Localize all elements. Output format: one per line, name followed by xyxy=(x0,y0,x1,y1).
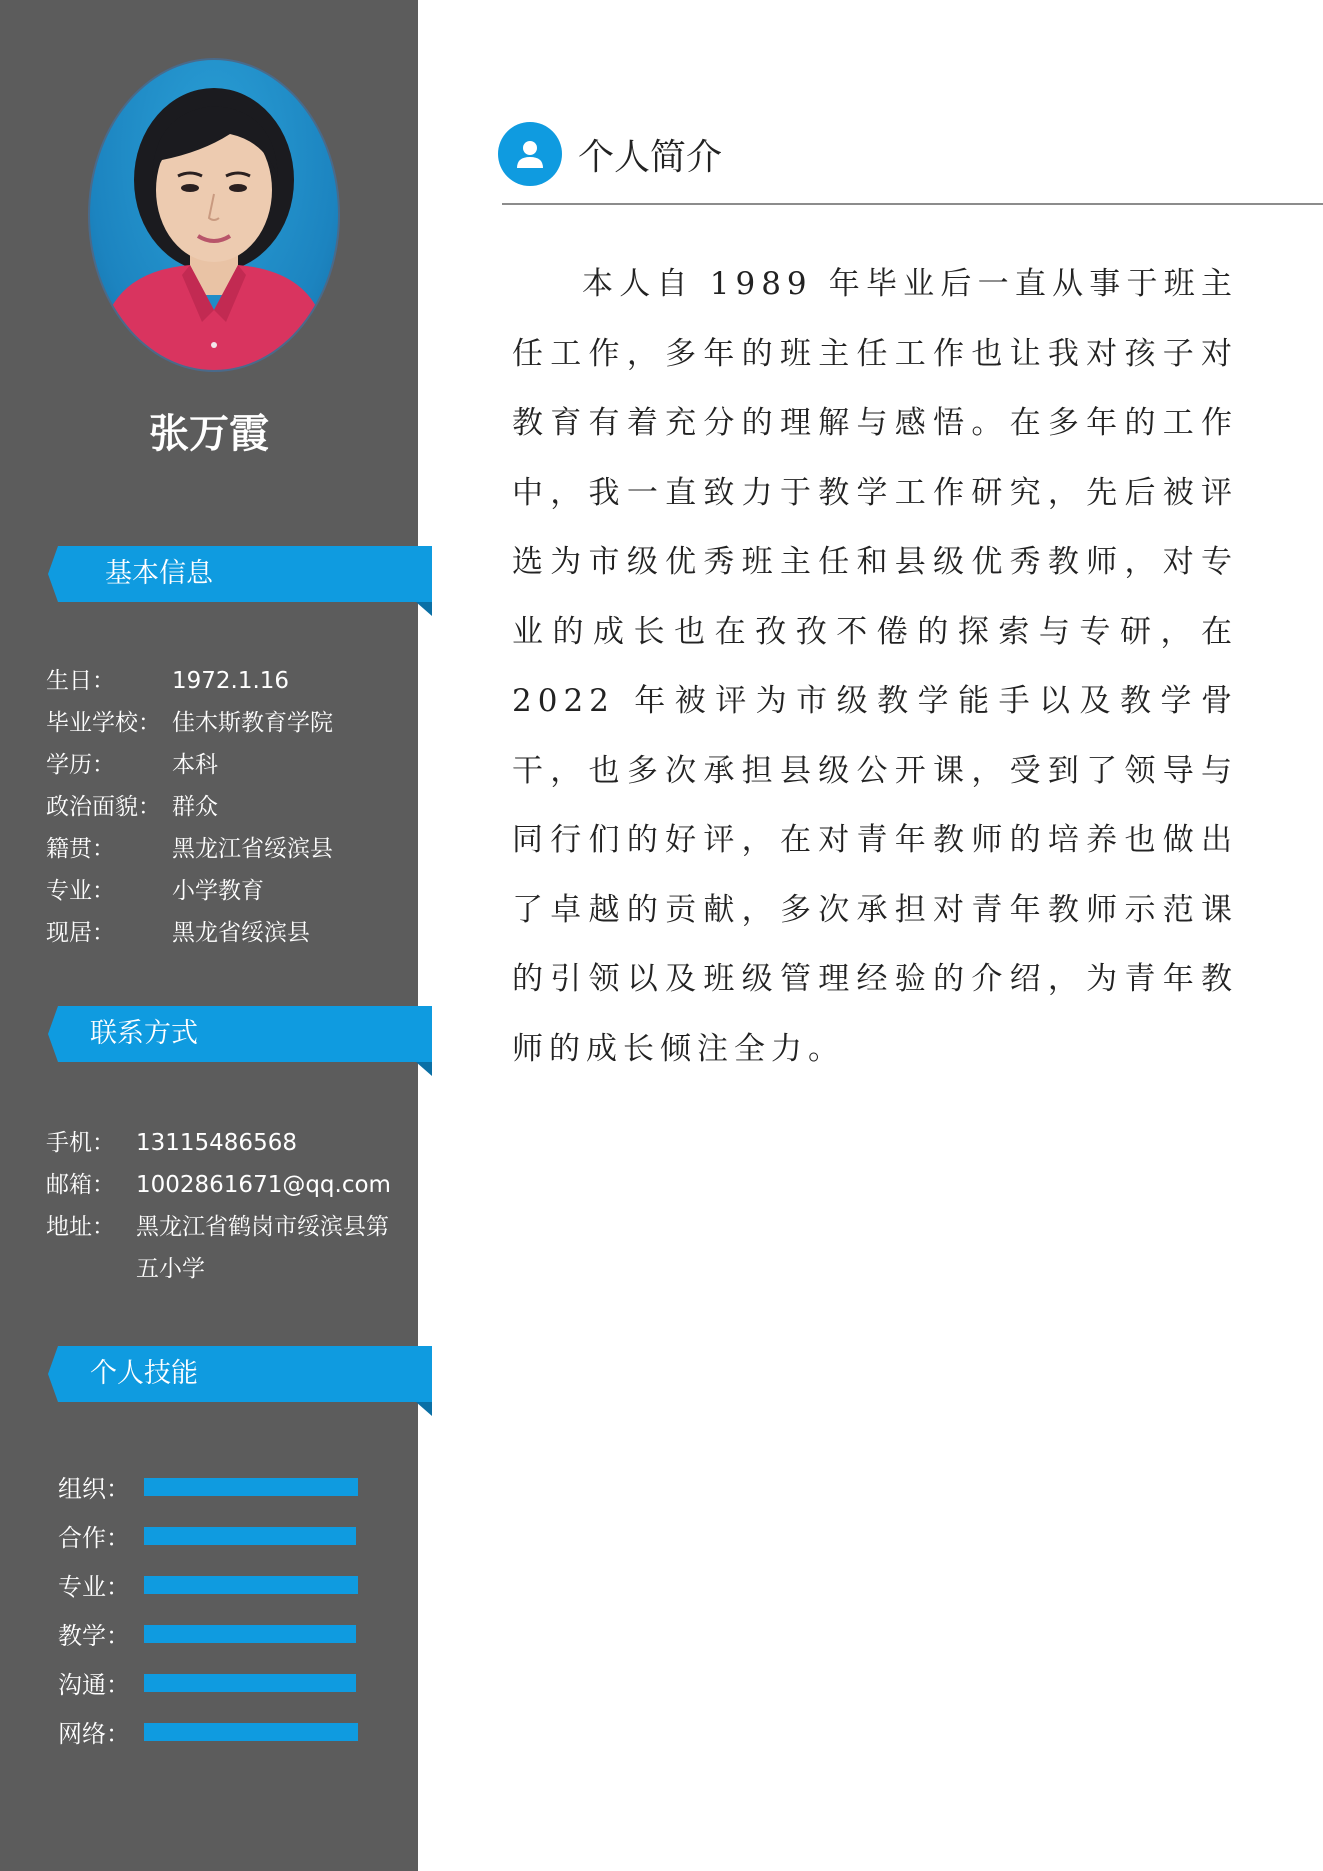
skill-row xyxy=(58,1609,358,1658)
info-value: 群众 xyxy=(172,794,218,820)
skill-bar xyxy=(144,1478,358,1496)
skill-bar xyxy=(144,1674,358,1692)
skill-label: 合作： xyxy=(58,1524,130,1552)
contact-row-address xyxy=(46,1206,398,1290)
info-row-major xyxy=(46,870,398,912)
skill-bar xyxy=(144,1625,358,1643)
skill-bar-fill xyxy=(144,1625,356,1643)
skill-row xyxy=(58,1658,358,1707)
basic-info-list xyxy=(46,660,398,954)
skill-bar-fill xyxy=(144,1576,358,1594)
skill-bar-fill xyxy=(144,1527,356,1545)
info-value: 本科 xyxy=(172,752,218,778)
info-label: 学历： xyxy=(46,752,115,778)
info-label: 现居： xyxy=(46,920,115,946)
info-row-education xyxy=(46,744,398,786)
skill-bar-fill xyxy=(144,1674,356,1692)
section-title-skills: 个人技能 xyxy=(90,1358,198,1389)
section-ribbon-skills xyxy=(48,1346,432,1416)
section-ribbon-contact xyxy=(48,1006,432,1076)
skill-row xyxy=(58,1707,358,1756)
profile-photo xyxy=(88,58,340,372)
phone-value: 13115486568 xyxy=(136,1130,297,1156)
skill-label: 网络： xyxy=(58,1720,130,1748)
section-ribbon-basic-info xyxy=(48,546,432,616)
contact-label: 手机： xyxy=(46,1130,115,1156)
contact-list xyxy=(46,1122,398,1290)
info-label: 生日： xyxy=(46,668,115,694)
skills-list xyxy=(58,1462,358,1756)
skill-bar xyxy=(144,1576,358,1594)
portrait-illustration xyxy=(90,60,338,370)
header-divider xyxy=(502,203,1323,205)
intro-header xyxy=(498,122,722,186)
skill-label: 专业： xyxy=(58,1573,130,1601)
email-value: 1002861671@qq.com xyxy=(136,1172,391,1198)
address-value: 黑龙江省鹤岗市绥滨县第五小学 xyxy=(136,1214,389,1282)
sidebar xyxy=(0,0,418,1871)
info-row-school xyxy=(46,702,398,744)
skill-bar xyxy=(144,1527,358,1545)
skill-label: 教学： xyxy=(58,1622,130,1650)
contact-row-phone xyxy=(46,1122,398,1164)
user-icon xyxy=(498,122,562,186)
skill-row xyxy=(58,1560,358,1609)
skill-row xyxy=(58,1462,358,1511)
skill-bar-fill xyxy=(144,1723,358,1741)
intro-paragraph: 本人自 1989 年毕业后一直从事于班主任工作，多年的班主任工作也让我对孩子对教育有着充分的理解与感悟。在多年的工作中，我一直致力于教学工作研究，先后被评选为市级优秀班主任和县级优秀教师，对专业的成长也在孜孜不倦的探索与专研，在 2022 年被评为市级教学能手以及教学骨干，也多次承担县级公开课，受到了领导与同行们的好评，在对青年教师的培养也做出了卓越的贡献，多次承担对青年教师示范课的引领以及班级管理经验的介绍，为青年教师的成长倾注全力。 xyxy=(512,266,1238,1067)
info-value: 小学教育 xyxy=(172,878,264,904)
info-value: 黑龙省绥滨县 xyxy=(172,920,310,946)
contact-label: 邮箱： xyxy=(46,1172,115,1198)
info-label: 专业： xyxy=(46,878,115,904)
contact-label: 地址： xyxy=(46,1214,115,1240)
section-title-basic-info: 基本信息 xyxy=(105,558,213,589)
skill-bar-fill xyxy=(144,1478,358,1496)
skill-bar xyxy=(144,1723,358,1741)
skill-label: 沟通： xyxy=(58,1671,130,1699)
skill-row xyxy=(58,1511,358,1560)
info-label: 毕业学校： xyxy=(46,710,161,736)
info-label: 政治面貌： xyxy=(46,794,161,820)
info-value: 1972.1.16 xyxy=(172,668,290,694)
info-value: 黑龙江省绥滨县 xyxy=(172,836,333,862)
info-label: 籍贯： xyxy=(46,836,115,862)
section-title-contact: 联系方式 xyxy=(90,1018,198,1049)
info-row-birthday xyxy=(46,660,398,702)
info-value: 佳木斯教育学院 xyxy=(172,710,333,736)
intro-title: 个人简介 xyxy=(578,136,723,178)
info-row-hometown xyxy=(46,828,398,870)
info-row-political-status xyxy=(46,786,398,828)
info-row-residence xyxy=(46,912,398,954)
contact-row-email xyxy=(46,1164,398,1206)
person-name: 张万霞 xyxy=(149,411,269,457)
skill-label: 组织： xyxy=(58,1475,130,1503)
